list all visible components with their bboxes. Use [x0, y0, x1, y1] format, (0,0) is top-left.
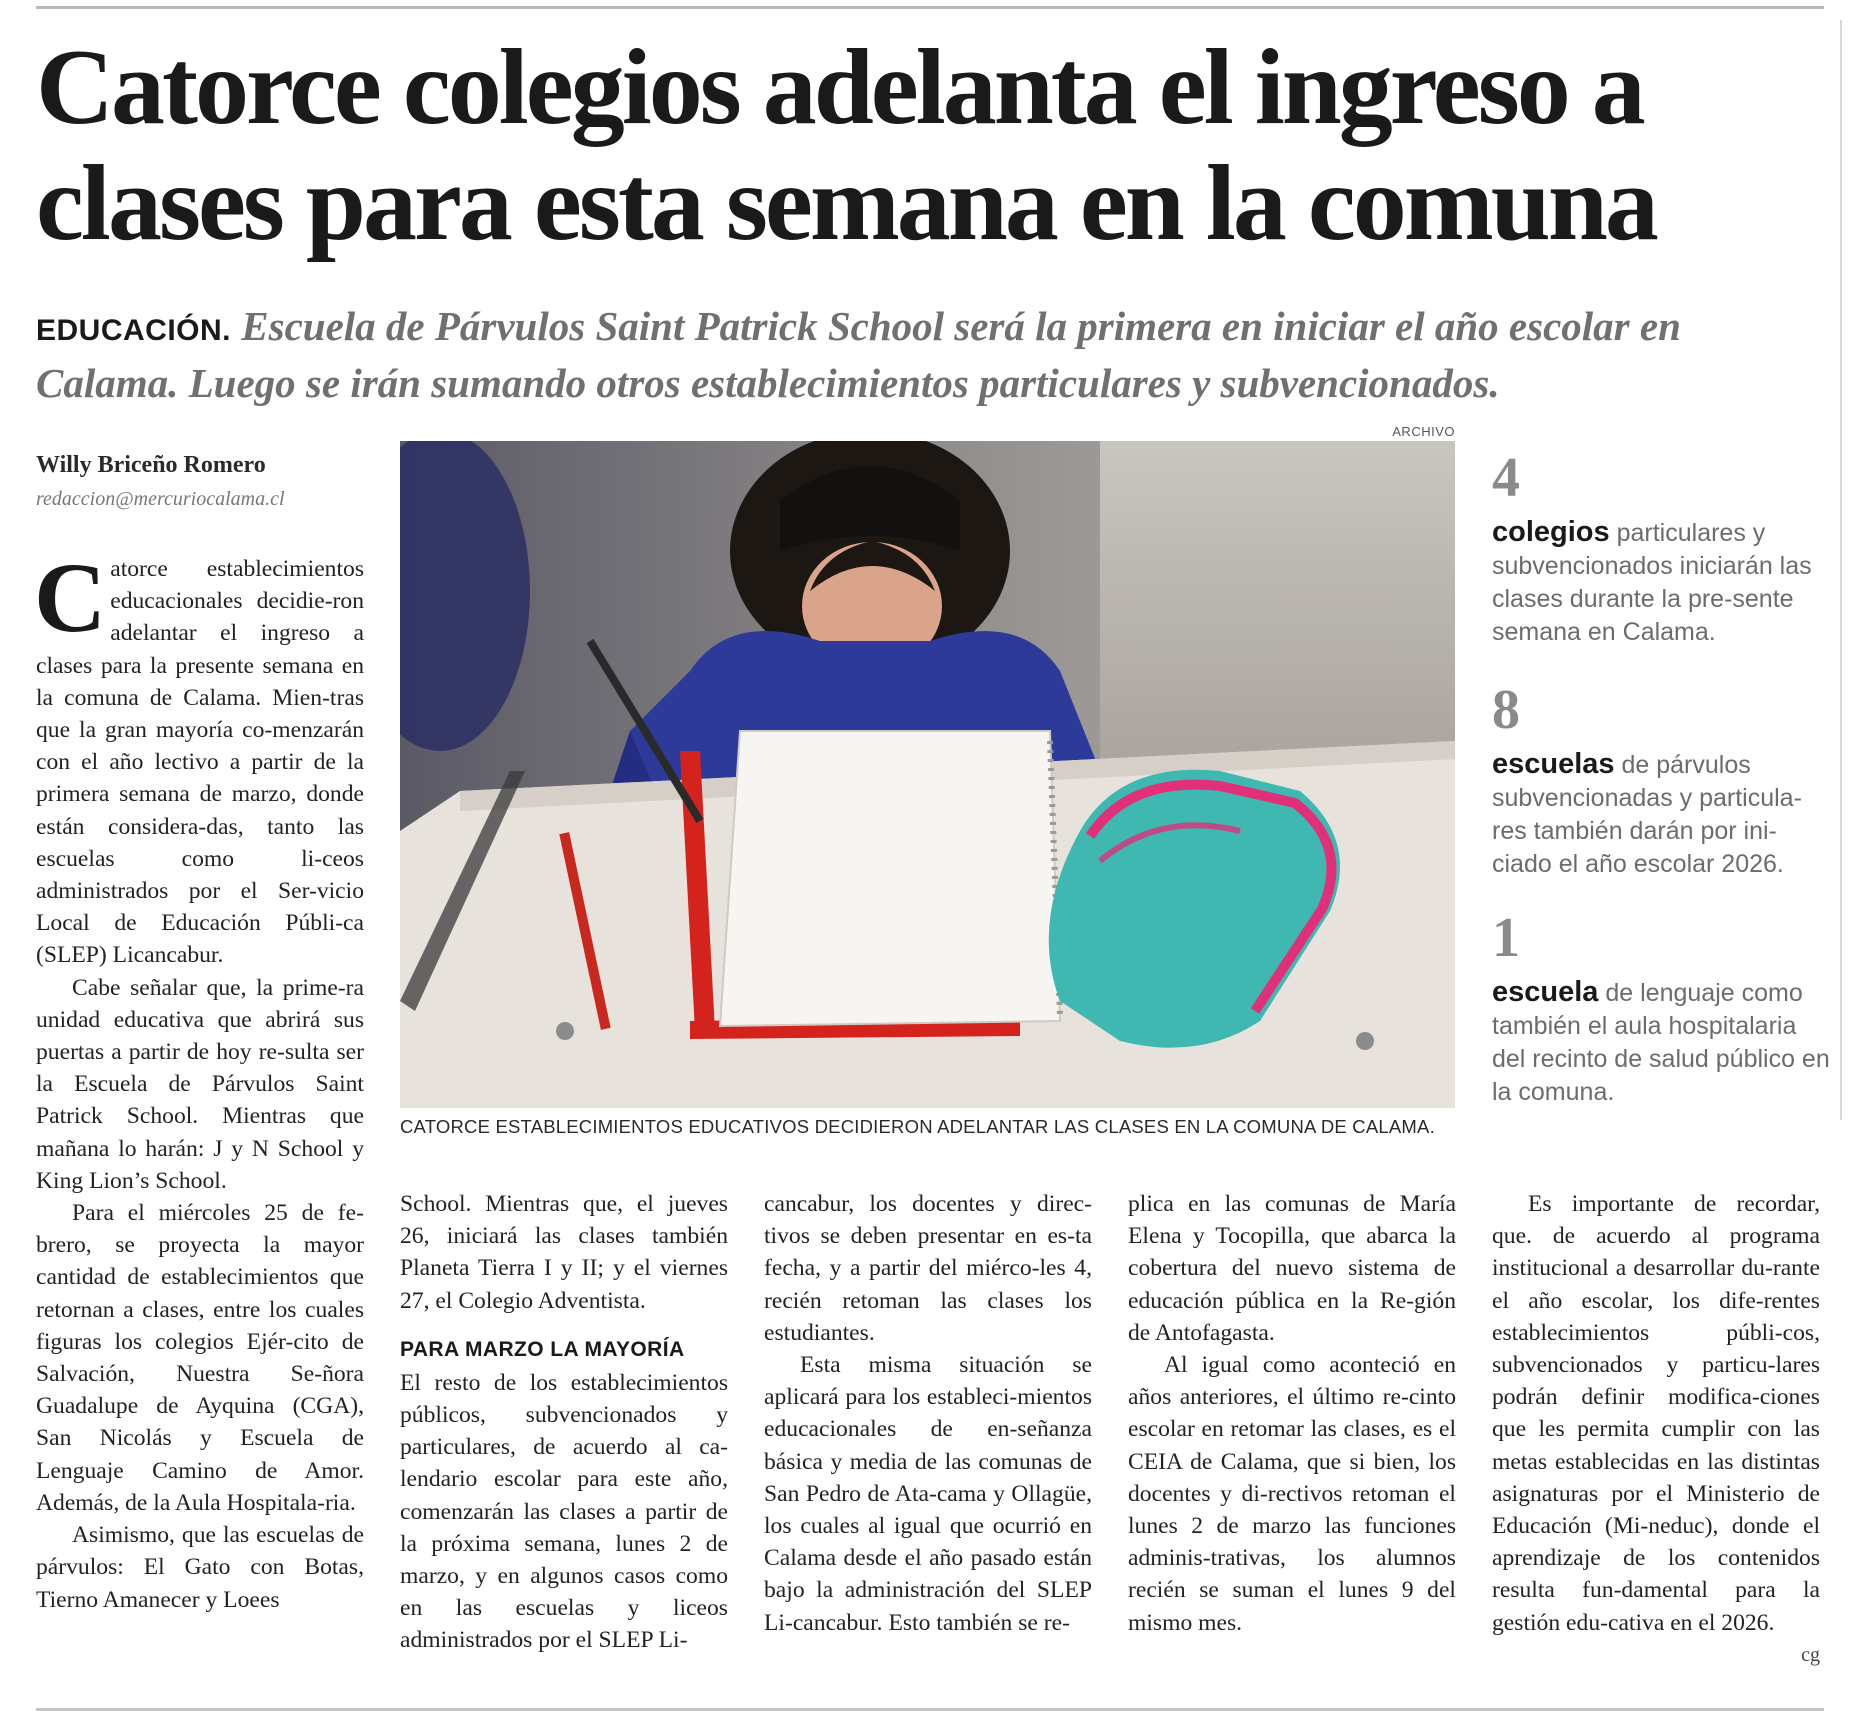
deck [36, 300, 1796, 410]
byline-email[interactable]: redaccion@mercuriocalama.cl [36, 488, 285, 510]
body-paragraph: Para el miércoles 25 de fe-brero, se proyecta la mayor cantidad de establecimientos que retornan a clases, entre los cuales figuras los colegios Ejér-cito de Salvación, Nuestra Se-ñora Guadalupe de Ayquina (CGA), San Nicolás y Escuela de Lenguaje Camino de Amor. Además, de la Aula Hospitala-ria. [36, 1200, 364, 1516]
paragraph-text: Es importante de recordar, que. de acuerdo al programa institucional a desarrollar du-rante el año escolar, los dife-rentes establecimientos públi-cos, subvencionados y particu-lares podrán definir modifica-ciones que les permita cumplir con las metas establecidas en las distintas asignaturas por el Ministerio de Educación (Mi-neduc), donde el aprendizaje de los contenidos resulta fun-damental para la gestión edu-cativa en el 2026. [1492, 1191, 1820, 1636]
body-column-2 [400, 1188, 728, 1657]
body-paragraph [1492, 1188, 1820, 1666]
stat-box [1492, 680, 1832, 881]
photo-caption: CATORCE ESTABLECIMIENTOS EDUCATIVOS DECIDIERON ADELANTAR LAS CLASES EN LA COMUNA DE CALAMA. [400, 1116, 1435, 1137]
stat-text [1492, 748, 1832, 881]
deck-text: Escuela de Párvulos Saint Patrick School será la primera en iniciar el año escolar en Calama. Luego se irán sumando otros establecimientos particulares y subvencionados. [36, 303, 1681, 406]
body-paragraph: Al igual como aconteció en años anteriores, el último re-cinto escolar en retomar las clases, es el CEIA de Calama, que si bien, los docentes y di-rectivos retoman el lunes 2 de marzo las funciones adminis-trativas, los alumnos recién se suman el lunes 9 del mismo mes. [1128, 1352, 1456, 1636]
top-rule [36, 6, 1824, 9]
stat-keyword: escuela [1492, 976, 1599, 1008]
stat-description: particulares y subvencionados iniciarán las clases durante la pre-sente semana en Calama. [1492, 519, 1812, 646]
body-paragraph: El resto de los establecimientos públicos, subvencionados y particulares, de acuerdo al ca-lendario escolar para este año, comenzarán las clases a partir de la próxima semana, lunes 2 de marzo, y en algunos casos como en las escuelas y liceos administrados por el SLEP Li- [400, 1369, 728, 1654]
stat-box [1492, 448, 1832, 649]
stat-keyword: colegios [1492, 516, 1610, 548]
body-paragraph: School. Mientras que, el jueves 26, iniciará las clases también Planeta Tierra I y II; y el viernes 27, el Colegio Adventista. [400, 1191, 728, 1314]
page-edge-rule [1840, 20, 1842, 1120]
byline-author: Willy Briceño Romero [36, 452, 266, 478]
body-paragraph [34, 542, 364, 972]
bottom-rule [36, 1708, 1824, 1711]
stat-text [1492, 976, 1832, 1109]
stat-number: 8 [1492, 679, 1520, 741]
body-column-3 [764, 1188, 1092, 1639]
stat-number: 4 [1492, 447, 1520, 509]
child-writing-illustration [400, 441, 1455, 1108]
stat-number: 1 [1492, 907, 1520, 969]
paragraph-text: atorce establecimientos educacionales decidie-ron adelantar el ingreso a clases para la presente semana en la comuna de Calama. Mien-tras que la gran mayoría co-menzarán con el año lectivo a partir de la primera semana de marzo, donde están considera-das, tanto las escuelas como li-ceos administrados por el Ser-vicio Local de Educación Públi-ca (SLEP) Licancabur. [36, 556, 364, 969]
body-column-5 [1492, 1188, 1820, 1671]
body-paragraph: plica en las comunas de María Elena y Tocopilla, que abarca la cobertura del nuevo sistema de educación pública en la Re-gión de Antofagasta. [1128, 1191, 1456, 1346]
end-mark-icon: cg [1801, 1643, 1820, 1666]
article-photo [400, 441, 1455, 1108]
kicker: EDUCACIÓN. [36, 314, 232, 347]
subheading: PARA MARZO LA MAYORÍA [400, 1337, 685, 1361]
photo-credit: ARCHIVO [1392, 424, 1455, 439]
stat-keyword: escuelas [1492, 748, 1615, 780]
drop-cap: C [34, 542, 107, 653]
headline: Catorce colegios adelanta el ingreso a clases para esta semana en la comuna [36, 28, 1656, 263]
body-column-1 [34, 542, 364, 1616]
stat-text [1492, 516, 1832, 649]
body-paragraph: Cabe señalar que, la prime-ra unidad educativa que abrirá sus puertas a partir de hoy re-sulta ser la Escuela de Párvulos Saint Patrick School. Mientras que mañana lo harán: J y N School y King Lion’s School. [36, 974, 364, 1194]
body-paragraph: cancabur, los docentes y direc-tivos se deben presentar en es-ta fecha, y a partir del miérco-les 4, recién retoman las clases los estudiantes. [764, 1191, 1092, 1346]
body-paragraph: Esta misma situación se aplicará para los estableci-mientos educacionales de en-señanza básica y media de las comunas de San Pedro de Ata-cama y Ollagüe, los cuales al igual que ocurrió en Calama desde el año pasado están bajo la administración del SLEP Li-cancabur. Esto también se re- [764, 1352, 1092, 1636]
stat-description: de lenguaje como también el aula hospitalaria del recinto de salud público en la comuna. [1492, 979, 1830, 1106]
stat-description: de párvulos subvencionadas y particula-res también darán por ini-ciado el año escolar 2026. [1492, 751, 1802, 878]
body-paragraph: Asimismo, que las escuelas de párvulos: El Gato con Botas, Tierno Amanecer y Loees [36, 1522, 364, 1613]
stat-box [1492, 908, 1832, 1109]
body-column-4 [1128, 1188, 1456, 1639]
